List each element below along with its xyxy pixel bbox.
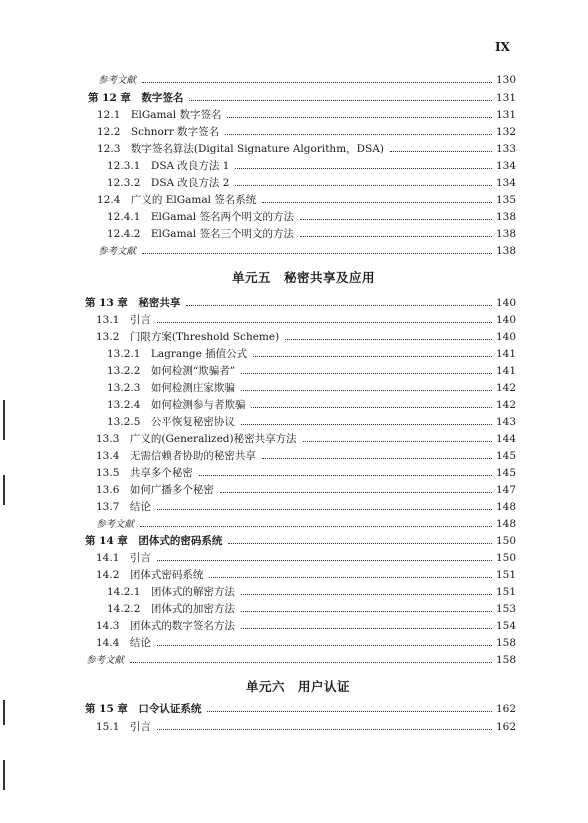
toc-entry-references: 参考文献 138 (98, 245, 517, 257)
toc-entry: 13.5 共享多个秘密 145 (96, 467, 517, 479)
toc-entry: 14.1 引言 150 (96, 552, 517, 564)
unit-heading-six: 单元六 用户认证 (246, 679, 351, 694)
toc-entry: 12.4 广义的 ElGamal 签名系统 135 (97, 194, 517, 206)
toc-entry: 13.6 如何广播多个秘密 147 (96, 484, 517, 496)
toc-entry: 14.3 团体式的数字签名方法 154 (96, 620, 517, 632)
toc-entry: 13.7 结论 148 (96, 501, 517, 513)
toc-entry-references: 参考文献 148 (96, 518, 517, 530)
toc-entry: 13.2.1 Lagrange 插值公式 141 (107, 348, 517, 360)
toc-chapter-15: 第 15 章 口令认证系统 162 (85, 703, 517, 715)
toc-entry: 14.2.1 团体式的解密方法 151 (107, 586, 517, 598)
toc-entry: 13.1 引言 140 (96, 314, 517, 326)
toc-entry: 12.3.2 DSA 改良方法 2 134 (107, 177, 517, 189)
scan-margin-mark (3, 760, 5, 790)
toc-entry: 13.2.2 如何检测“欺骗者” 141 (107, 365, 517, 377)
scan-margin-mark (3, 400, 5, 440)
toc-entry: 14.2 团体式密码系统 151 (96, 569, 517, 581)
toc-entry: 12.3.1 DSA 改良方法 1 134 (107, 160, 517, 172)
toc-entry: 14.4 结论 158 (96, 637, 517, 649)
toc-chapter-13: 第 13 章 秘密共享 140 (85, 297, 517, 309)
toc-entry: 15.1 引言 162 (96, 721, 517, 733)
toc-entry: 13.2 门限方案(Threshold Scheme) 140 (96, 331, 517, 343)
scan-margin-mark (3, 700, 5, 725)
toc-entry: 14.2.2 团体式的加密方法 153 (107, 603, 517, 615)
toc-entry: 13.4 无需信赖者协助的秘密共享 145 (96, 450, 517, 462)
page-number: IX (495, 40, 510, 54)
toc-entry: 12.3 数字签名算法(Digital Signature Algorithm，DSA) 133 (97, 143, 517, 155)
toc-chapter-12: 第 12 章 数字签名 131 (88, 92, 517, 104)
toc-entry: 13.2.3 如何检测庄家欺骗 142 (107, 382, 517, 394)
toc-entry-references: 参考文献 130 (98, 74, 517, 86)
toc-entry: 12.4.1 ElGamal 签名两个明文的方法 138 (107, 211, 517, 223)
toc-entry: 12.1 ElGamal 数字签名 131 (97, 109, 517, 121)
toc-entry-references: 参考文献 158 (86, 654, 517, 666)
toc-entry: 12.2 Schnorr 数字签名 132 (97, 126, 517, 138)
unit-heading-five: 单元五 秘密共享及应用 (232, 270, 376, 285)
toc-entry: 13.2.5 公平恢复秘密协议 143 (107, 416, 517, 428)
scan-margin-mark (3, 475, 5, 505)
toc-chapter-14: 第 14 章 团体式的密码系统 150 (85, 535, 517, 547)
toc-entry: 12.4.2 ElGamal 签名三个明文的方法 138 (107, 228, 517, 240)
toc-entry: 13.3 广义的(Generalized)秘密共享方法 144 (96, 433, 517, 445)
toc-entry: 13.2.4 如何检测参与者欺骗 142 (107, 399, 517, 411)
